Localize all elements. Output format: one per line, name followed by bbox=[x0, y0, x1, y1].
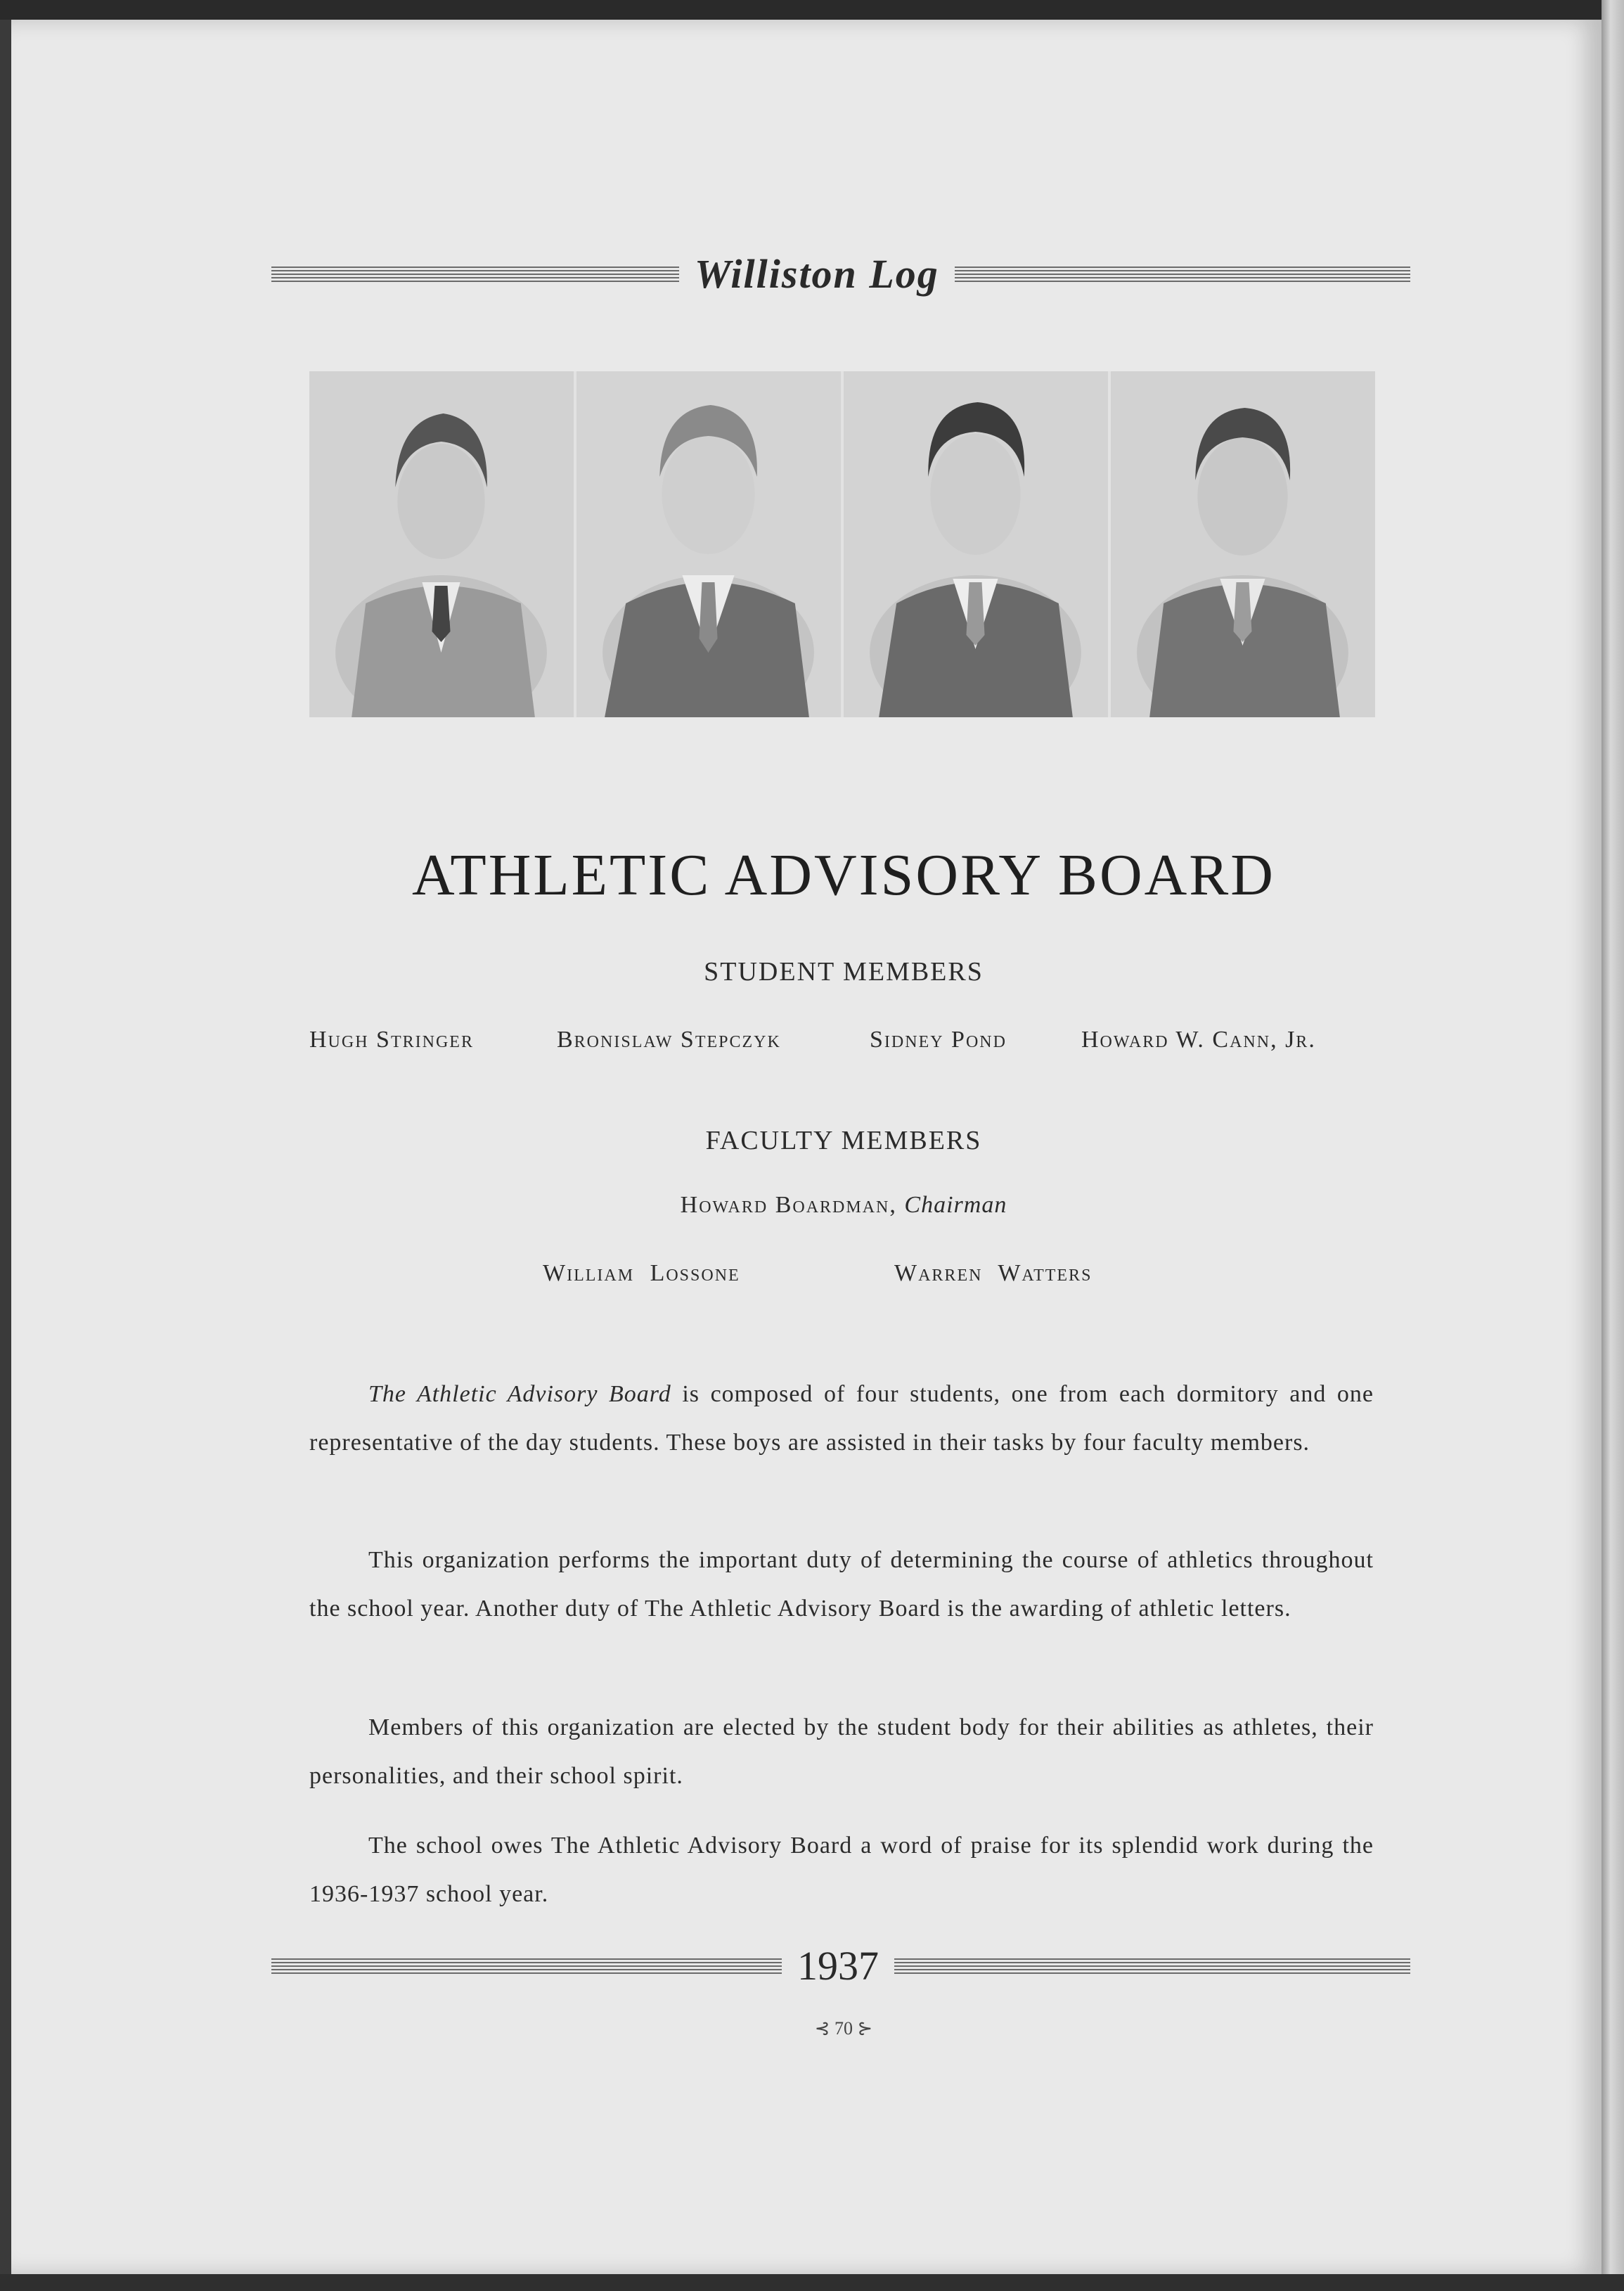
chairman-line bbox=[0, 1192, 1624, 1219]
portrait-1 bbox=[309, 371, 574, 717]
header-rule-right bbox=[955, 267, 1410, 282]
paragraph-2: This organization performs the important duty of determining the course of athletics throughout the school year. Another duty of The Athletic Advisory Board is the awarding of athletic letters. bbox=[309, 1547, 1374, 1622]
paragraph-4: The school owes The Athletic Advisory Board a word of praise for its splendid work during the 1936-1937 school year. bbox=[309, 1833, 1374, 1907]
student-name: Sidney Pond bbox=[870, 1027, 1007, 1053]
student-name: Howard W. Cann, Jr. bbox=[1081, 1027, 1316, 1053]
student-members-heading: STUDENT MEMBERS bbox=[704, 957, 984, 987]
paragraph-3: Members of this organization are elected by the student body for their abilities as athletes, their personalities, and their school spirit. bbox=[309, 1714, 1374, 1789]
portrait-2 bbox=[576, 371, 841, 717]
header-rule-left bbox=[271, 267, 679, 282]
header-title: Williston Log bbox=[695, 251, 939, 297]
paragraph-1-italic: The Athletic Advisory Board bbox=[368, 1381, 671, 1407]
faculty-name: Warren Watters bbox=[894, 1260, 1093, 1286]
page-number-value: 70 bbox=[834, 2018, 853, 2039]
scan-bottom-edge bbox=[0, 2274, 1624, 2291]
portrait-strip bbox=[309, 371, 1375, 717]
chairman-name: Howard Boardman, bbox=[680, 1192, 897, 1218]
faculty-name: William Lossone bbox=[543, 1260, 740, 1286]
footer-rule-left bbox=[271, 1958, 782, 1974]
running-header bbox=[271, 250, 1410, 297]
portrait-3 bbox=[844, 371, 1108, 717]
footer-rule-right bbox=[894, 1958, 1410, 1974]
board-title: ATHLETIC ADVISORY BOARD bbox=[412, 842, 1275, 908]
paragraph-1 bbox=[309, 1370, 1374, 1467]
running-footer bbox=[271, 1942, 1410, 1989]
student-name: Hugh Stringer bbox=[309, 1027, 474, 1053]
portrait-4 bbox=[1111, 371, 1375, 717]
scan-top-edge bbox=[0, 0, 1624, 20]
chairman-role: Chairman bbox=[904, 1192, 1007, 1218]
page-number bbox=[801, 2018, 886, 2039]
footer-year: 1937 bbox=[797, 1943, 879, 1989]
paragraph-1-text: is composed of four students, one from each dormitory and one representative of the day students. These boys are assisted in their tasks by four faculty members. bbox=[309, 1381, 1374, 1456]
faculty-members-heading: FACULTY MEMBERS bbox=[705, 1126, 982, 1155]
student-name: Bronislaw Stepczyk bbox=[557, 1027, 781, 1053]
page-number-bracket-left: ⊰ bbox=[814, 2018, 834, 2039]
page-number-bracket-right: ⊱ bbox=[853, 2018, 873, 2039]
